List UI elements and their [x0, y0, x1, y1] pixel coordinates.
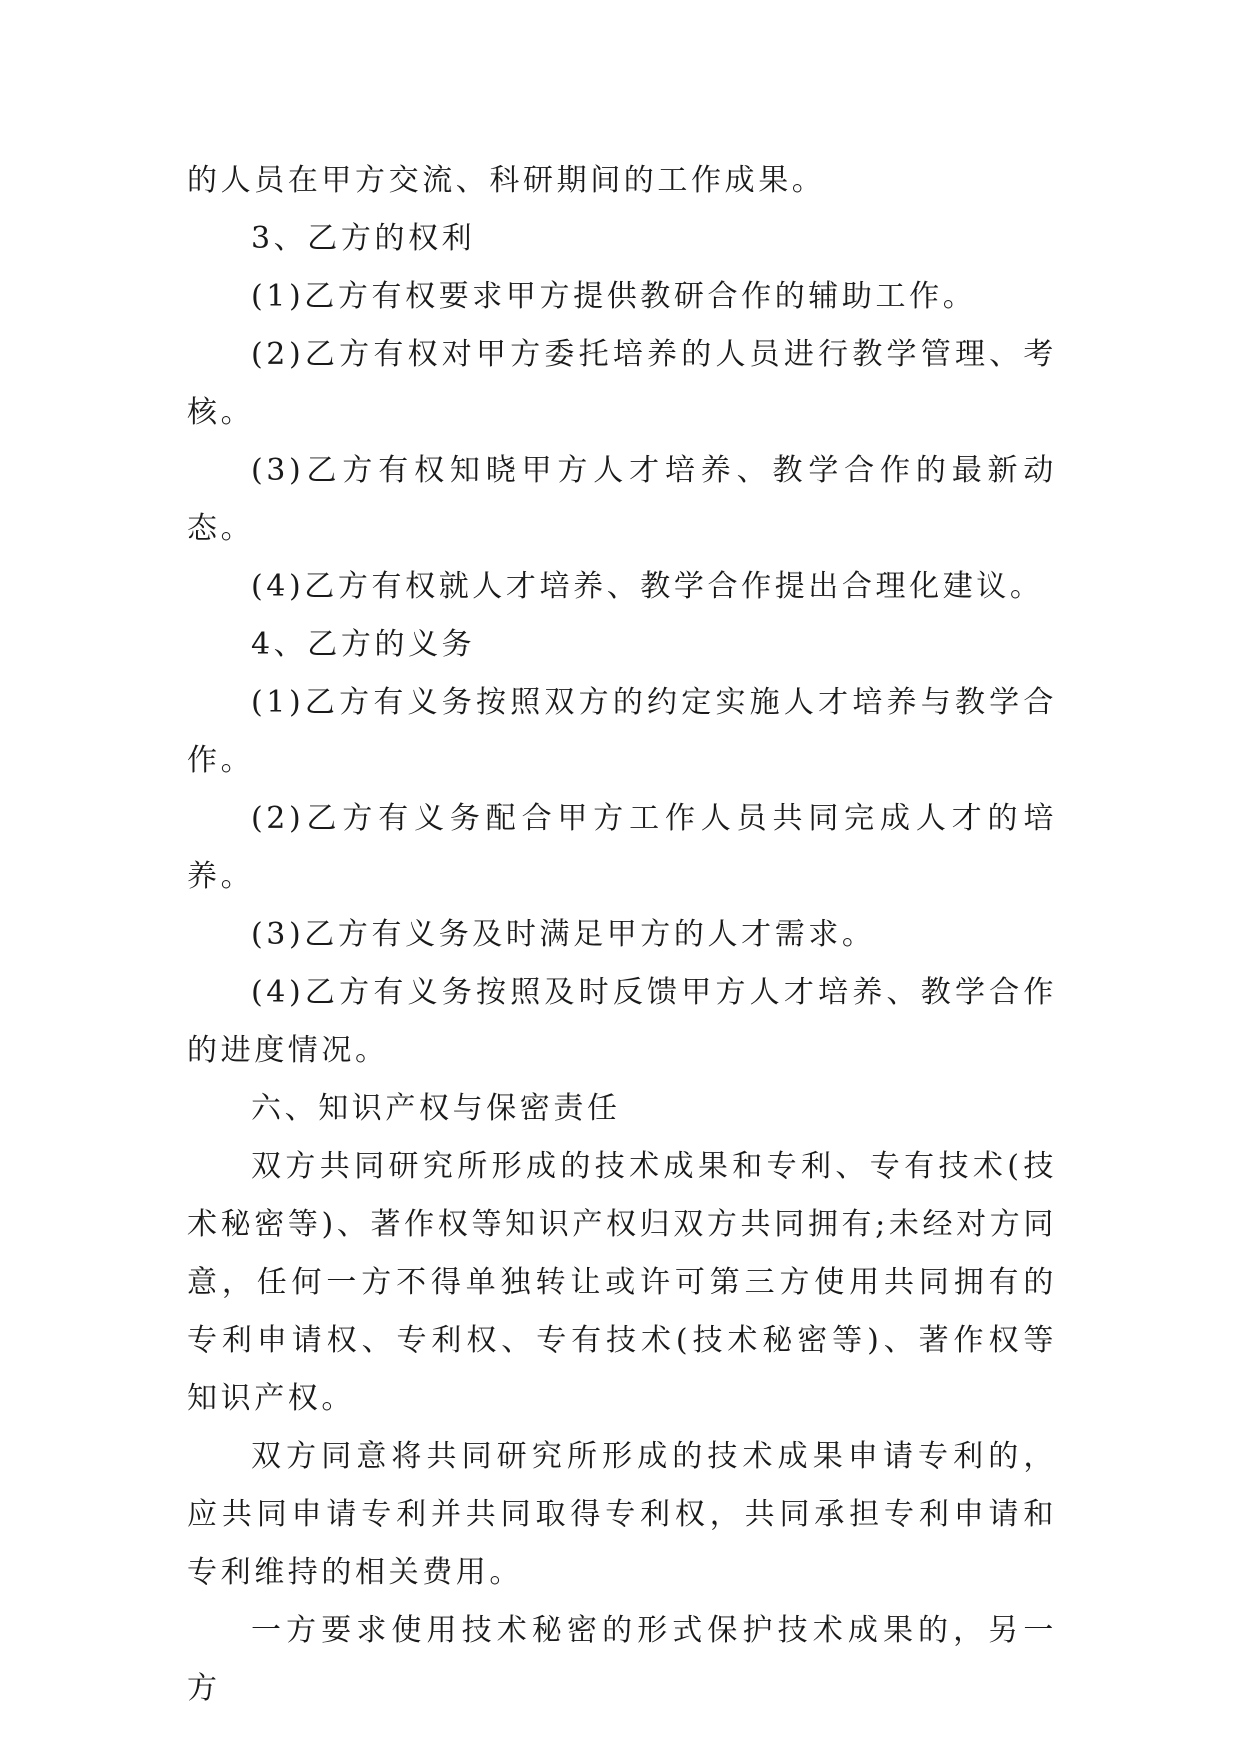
- list-item: (3)乙方有义务及时满足甲方的人才需求。: [251, 917, 876, 952]
- paragraph: 一方要求使用技术秘密的形式保护技术成果的，另一方: [187, 1613, 1057, 1706]
- list-item: (4)乙方有权就人才培养、教学合作提出合理化建议。: [251, 569, 1044, 604]
- list-item: (4)乙方有义务按照及时反馈甲方人才培养、教学合作的进度情况。: [187, 975, 1057, 1068]
- paragraph: 的人员在甲方交流、科研期间的工作成果。: [187, 163, 826, 198]
- document-body: [187, 152, 1057, 1718]
- section-heading: 4、乙方的义务: [251, 627, 476, 662]
- list-item: (3)乙方有权知晓甲方人才培养、教学合作的最新动态。: [187, 453, 1057, 546]
- list-item: (2)乙方有义务配合甲方工作人员共同完成人才的培养。: [187, 801, 1057, 894]
- section-heading: 3、乙方的权利: [251, 221, 476, 256]
- list-item: (1)乙方有权要求甲方提供教研合作的辅助工作。: [251, 279, 977, 314]
- paragraph: 双方共同研究所形成的技术成果和专利、专有技术(技术秘密等)、著作权等知识产权归双方共同拥有;未经对方同意，任何一方不得单独转让或许可第三方使用共同拥有的专利申请权、专利权、专有技术(技术秘密等)、著作权等知识产权。: [187, 1149, 1057, 1416]
- list-item: (2)乙方有权对甲方委托培养的人员进行教学管理、考核。: [187, 337, 1057, 430]
- list-item: (1)乙方有义务按照双方的约定实施人才培养与教学合作。: [187, 685, 1057, 778]
- paragraph: 双方同意将共同研究所形成的技术成果申请专利的，应共同申请专利并共同取得专利权，共同承担专利申请和专利维持的相关费用。: [187, 1439, 1057, 1590]
- section-heading: 六、知识产权与保密责任: [251, 1091, 621, 1126]
